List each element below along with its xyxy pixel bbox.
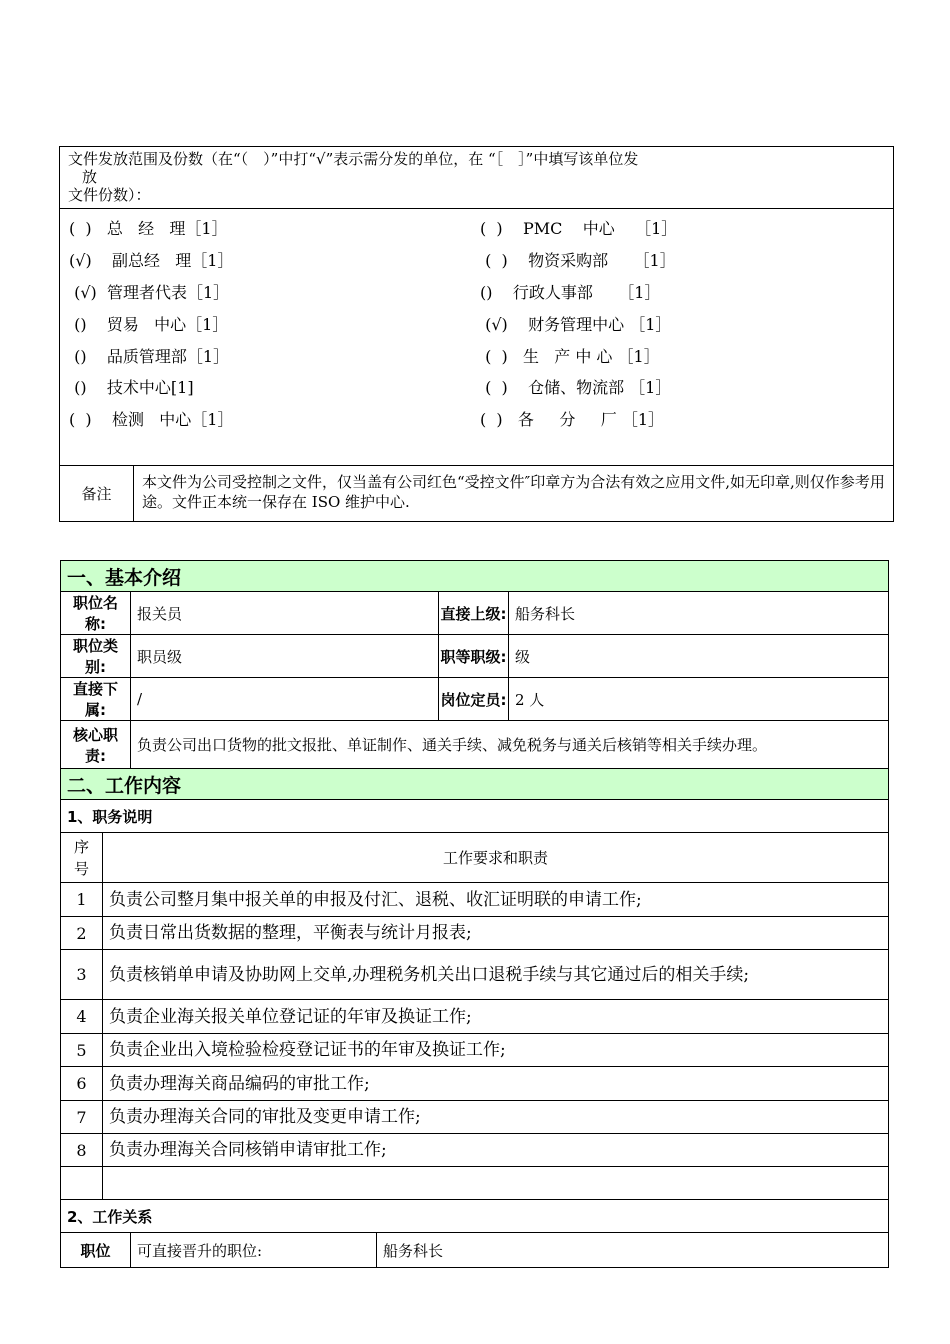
- duty-number: 7: [61, 1101, 103, 1134]
- duty-text: 负责企业出入境检验检疫登记证书的年审及换证工作;: [103, 1034, 889, 1067]
- position-name-value: 报关员: [131, 592, 439, 635]
- section-title-basic: 一、基本介绍: [61, 561, 889, 592]
- work-relation-heading: 2、工作关系: [61, 1200, 889, 1233]
- promote-label: 可直接晋升的职位:: [131, 1233, 377, 1268]
- job-description-table: [60, 560, 889, 1268]
- distribution-header-line2: 放: [82, 168, 98, 186]
- duty-row: [61, 1101, 889, 1134]
- duty-text-empty: [103, 1167, 889, 1200]
- info-row: [61, 592, 889, 635]
- dist-right-item: ( ) 各 分 厂 ［1］: [480, 410, 665, 429]
- col-no-header: 序号: [61, 833, 103, 883]
- duty-number: 8: [61, 1134, 103, 1167]
- category-value: 职员级: [131, 635, 439, 678]
- headcount-label: 岗位定员:: [439, 678, 509, 721]
- superior-label: 直接上级:: [439, 592, 509, 635]
- dist-left-item: (√) 管理者代表［1］: [69, 283, 230, 302]
- duty-row: [61, 1067, 889, 1101]
- distribution-header-line1: 文件发放范围及份数（在“（ ）”中打“√”表示需分发的单位，在 “［ ］”中填写该单位发: [68, 150, 639, 168]
- duty-number: 3: [61, 950, 103, 1000]
- dist-right-item: ( ) PMC 中心 ［1］: [480, 219, 678, 238]
- duty-number: 2: [61, 917, 103, 950]
- superior-value: 船务科长: [509, 592, 889, 635]
- duty-number: 5: [61, 1034, 103, 1067]
- dist-left-item: () 技术中心[1]: [69, 378, 194, 397]
- dist-right-item: (√) 财务管理中心 ［1］: [480, 315, 672, 334]
- subheader-row: [61, 800, 889, 833]
- category-label: 职位类别:: [61, 635, 131, 678]
- duty-text: 负责办理海关商品编码的审批工作;: [103, 1067, 889, 1101]
- distribution-box: [59, 146, 894, 522]
- duty-number: 1: [61, 883, 103, 917]
- position-name-label: 职位名称:: [61, 592, 131, 635]
- relation-label: 职位: [61, 1233, 131, 1268]
- distribution-header-line3: 文件份数）：: [68, 186, 151, 204]
- core-duty-value: 负责公司出口货物的批文报批、单证制作、通关手续、减免税务与通关后核销等相关手续办理。: [131, 721, 889, 769]
- relation-row: [61, 1233, 889, 1268]
- duty-text: 负责企业海关报关单位登记证的年审及换证工作;: [103, 1000, 889, 1034]
- core-duty-row: [61, 721, 889, 769]
- section-header-row: [61, 561, 889, 592]
- info-row: [61, 635, 889, 678]
- duty-row-empty: [61, 1167, 889, 1200]
- duty-text: 负责日常出货数据的整理，平衡表与统计月报表;: [103, 917, 889, 950]
- duty-text: 负责办理海关合同的审批及变更申请工作;: [103, 1101, 889, 1134]
- core-duty-label: 核心职责:: [61, 721, 131, 769]
- section-title-work: 二、工作内容: [61, 769, 889, 800]
- dist-right-item: ( ) 生 产 中 心 ［1］: [480, 347, 660, 366]
- distribution-note: [60, 465, 893, 521]
- duty-text: 负责核销单申请及协助网上交单,办理税务机关出口退税手续与其它通过后的相关手续;: [103, 950, 889, 1000]
- duty-row: [61, 1000, 889, 1034]
- subordinate-label: 直接下属:: [61, 678, 131, 721]
- col-duty-header: 工作要求和职责: [103, 833, 889, 883]
- dist-left-item: (√) 副总经 理［1］: [69, 251, 234, 270]
- duty-row: [61, 917, 889, 950]
- distribution-header: [60, 147, 893, 209]
- duty-number: 6: [61, 1067, 103, 1101]
- duty-number: 4: [61, 1000, 103, 1034]
- subheader-row: [61, 1200, 889, 1233]
- duty-header-row: [61, 833, 889, 883]
- dist-left-item: ( ) 总 经 理［1］: [69, 219, 228, 238]
- note-text: 本文件为公司受控制之文件，仅当盖有公司红色“受控文件″印章方为合法有效之应用文件,如无印章,则仅作参考用途。文件正本统一保存在 ISO 维护中心.: [142, 473, 885, 511]
- promote-value: 船务科长: [377, 1233, 889, 1268]
- grade-value: 级: [509, 635, 889, 678]
- grade-label: 职等职级:: [439, 635, 509, 678]
- dist-right-item: () 行政人事部 ［1］: [480, 283, 661, 302]
- duty-number-empty: [61, 1167, 103, 1200]
- dist-left-item: () 品质管理部［1］: [69, 347, 230, 366]
- duty-text: 负责办理海关合同核销申请审批工作;: [103, 1134, 889, 1167]
- section-header-row: [61, 769, 889, 800]
- duty-description-heading: 1、职务说明: [61, 800, 889, 833]
- subordinate-value: /: [131, 678, 439, 721]
- duty-row: [61, 1034, 889, 1067]
- duty-row: [61, 1134, 889, 1167]
- headcount-value: 2 人: [509, 678, 889, 721]
- duty-text: 负责公司整月集中报关单的申报及付汇、退税、收汇证明联的申请工作;: [103, 883, 889, 917]
- dist-left-item: ( ) 检测 中心［1］: [69, 410, 234, 429]
- note-label: 备注: [60, 466, 134, 521]
- duty-row: [61, 950, 889, 1000]
- dist-right-item: ( ) 仓储、物流部 ［1］: [480, 378, 672, 397]
- dist-right-item: ( ) 物资采购部 ［1］: [480, 251, 676, 270]
- duty-row: [61, 883, 889, 917]
- dist-left-item: () 贸易 中心［1］: [69, 315, 229, 334]
- info-row: [61, 678, 889, 721]
